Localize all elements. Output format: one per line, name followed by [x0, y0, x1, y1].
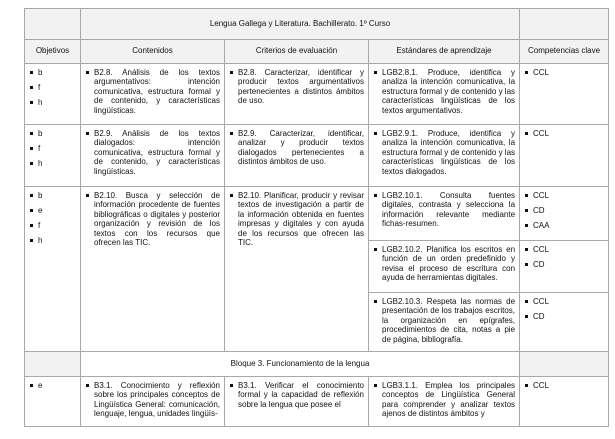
competencia-item: CCL: [524, 129, 604, 144]
criterio-text: B2.10. Planificar, producir y revisar textos de investigación a partir de la información obtenida en fuentes impresas y digitales y con ayuda de los recursos que ofrecen las TIC.: [229, 191, 364, 247]
competencia-item: CCL: [524, 245, 604, 260]
header-competencias: Competencias clave: [520, 40, 609, 64]
contenido-cell: [81, 187, 225, 352]
objetivo-item: f: [29, 221, 76, 236]
objetivos-cell: [25, 187, 81, 352]
competencia-item: CD: [524, 206, 604, 221]
estandar-text: LGB2.10.2. Planifica los escritos en función de un orden predefinido y revisa el proceso de escritura con ayuda de herramientas digitales.: [373, 245, 515, 283]
header-contenidos: Contenidos: [81, 40, 225, 64]
curriculum-table: [24, 8, 609, 427]
objetivo-item: b: [29, 129, 76, 144]
competencias-cell: [520, 377, 609, 427]
competencia-item: CD: [524, 260, 604, 275]
competencia-item: CCL: [524, 191, 604, 206]
objetivo-item: h: [29, 159, 76, 174]
competencias-cell: [520, 241, 609, 293]
bloque-right-spacer: [520, 352, 609, 377]
objetivo-item: h: [29, 236, 76, 251]
bloque-title: Bloque 3. Funcionamiento de la lengua: [81, 352, 520, 377]
estandar-cell: [369, 377, 520, 427]
estandar-text: LGB2.10.1. Consulta fuentes digitales, contrasta y selecciona la información relevante mediante fichas-resumen.: [373, 191, 515, 229]
contenido-text: B3.1. Conocimiento y reflexión sobre los principales conceptos de Lingüística General: comunicación, lenguaje, lengua, unidades lingüís-: [85, 381, 220, 419]
competencias-cell: [520, 187, 609, 241]
criterio-cell: [225, 377, 369, 427]
table-row: [25, 64, 609, 125]
column-header-row: [25, 40, 609, 64]
estandar-text: LGB2.10.3. Respeta las normas de presentación de los trabajos escritos, la organización en epígrafes, procedimientos de cita, notas a pie de página, bibliografía.: [373, 297, 515, 344]
competencia-item: CD: [524, 312, 604, 327]
table-title: Lengua Gallega y Literatura. Bachillerato. 1º Curso: [81, 9, 520, 40]
criterio-cell: [225, 187, 369, 352]
competencia-item: CCL: [524, 297, 604, 312]
contenido-text: B2.9. Análisis de los textos dialogados: intención comunicativa, estructura formal y de contenido, y características lingüísticas.: [85, 129, 220, 176]
header-objetivos: Objetivos: [25, 40, 81, 64]
estandar-cell: [369, 187, 520, 241]
objetivo-item: f: [29, 83, 76, 98]
estandar-cell: [369, 64, 520, 125]
objetivos-cell: [25, 377, 81, 427]
criterio-text: B2.8. Caracterizar, identificar y producir textos argumentativos pertenecientes a distintos ámbitos de uso.: [229, 68, 364, 106]
criterio-cell: [225, 125, 369, 187]
objetivo-item: b: [29, 68, 76, 83]
estandar-cell: [369, 241, 520, 293]
contenido-cell: [81, 125, 225, 187]
objetivos-cell: [25, 125, 81, 187]
competencia-item: CAA: [524, 221, 604, 236]
competencias-cell: [520, 293, 609, 352]
title-left-spacer: [25, 9, 81, 40]
competencia-item: CCL: [524, 68, 604, 83]
contenido-cell: [81, 377, 225, 427]
table-row: [25, 377, 609, 427]
objetivo-item: f: [29, 144, 76, 159]
competencia-item: CCL: [524, 381, 604, 396]
estandar-cell: [369, 125, 520, 187]
bloque-left-spacer: [25, 352, 81, 377]
objetivo-item: b: [29, 191, 76, 206]
bloque-row: [25, 352, 609, 377]
header-criterios: Criterios de evaluación: [225, 40, 369, 64]
objetivos-cell: [25, 64, 81, 125]
contenido-cell: [81, 64, 225, 125]
competencias-cell: [520, 125, 609, 187]
criterio-cell: [225, 64, 369, 125]
estandar-cell: [369, 293, 520, 352]
estandar-text: LGB3.1.1. Emplea los principales conceptos de Lingüística General para comprender y analizar textos ajenos de distintos ámbitos y: [373, 381, 515, 419]
estandar-text: LGB2.8.1. Produce, identifica y analiza la intención comunicativa, la estructura formal y de contenido y las características lingüísticas de los textos argumentativos.: [373, 68, 515, 115]
objetivo-item: e: [29, 206, 76, 221]
competencias-cell: [520, 64, 609, 125]
estandar-text: LGB2.9.1. Produce, identifica y analiza la intención comunicativa, la estructura formal y de contenido y las características lingüísticas de los textos dialogados.: [373, 129, 515, 176]
table-row: [25, 187, 609, 241]
contenido-text: B2.10. Busca y selección de información procedente de fuentes bibliográficas o digitales y posterior organización y revisión de los textos con los recursos que ofrecen las TIC.: [85, 191, 220, 247]
header-estandares: Estándares de aprendizaje: [369, 40, 520, 64]
title-right-spacer: [520, 9, 609, 40]
criterio-text: B3.1. Verificar el conocimiento formal y la capacidad de reflexión sobre la lengua que posee el: [229, 381, 364, 409]
objetivo-item: e: [29, 381, 76, 396]
contenido-text: B2.8. Análisis de los textos argumentativos: intención comunicativa, estructura formal y de contenido, y características lingüísticas.: [85, 68, 220, 115]
objetivo-item: h: [29, 98, 76, 113]
criterio-text: B2.9. Caracterizar, identificar, analizar y producir textos dialogados pertenecientes a distintos ámbitos de uso.: [229, 129, 364, 167]
table-row: [25, 125, 609, 187]
